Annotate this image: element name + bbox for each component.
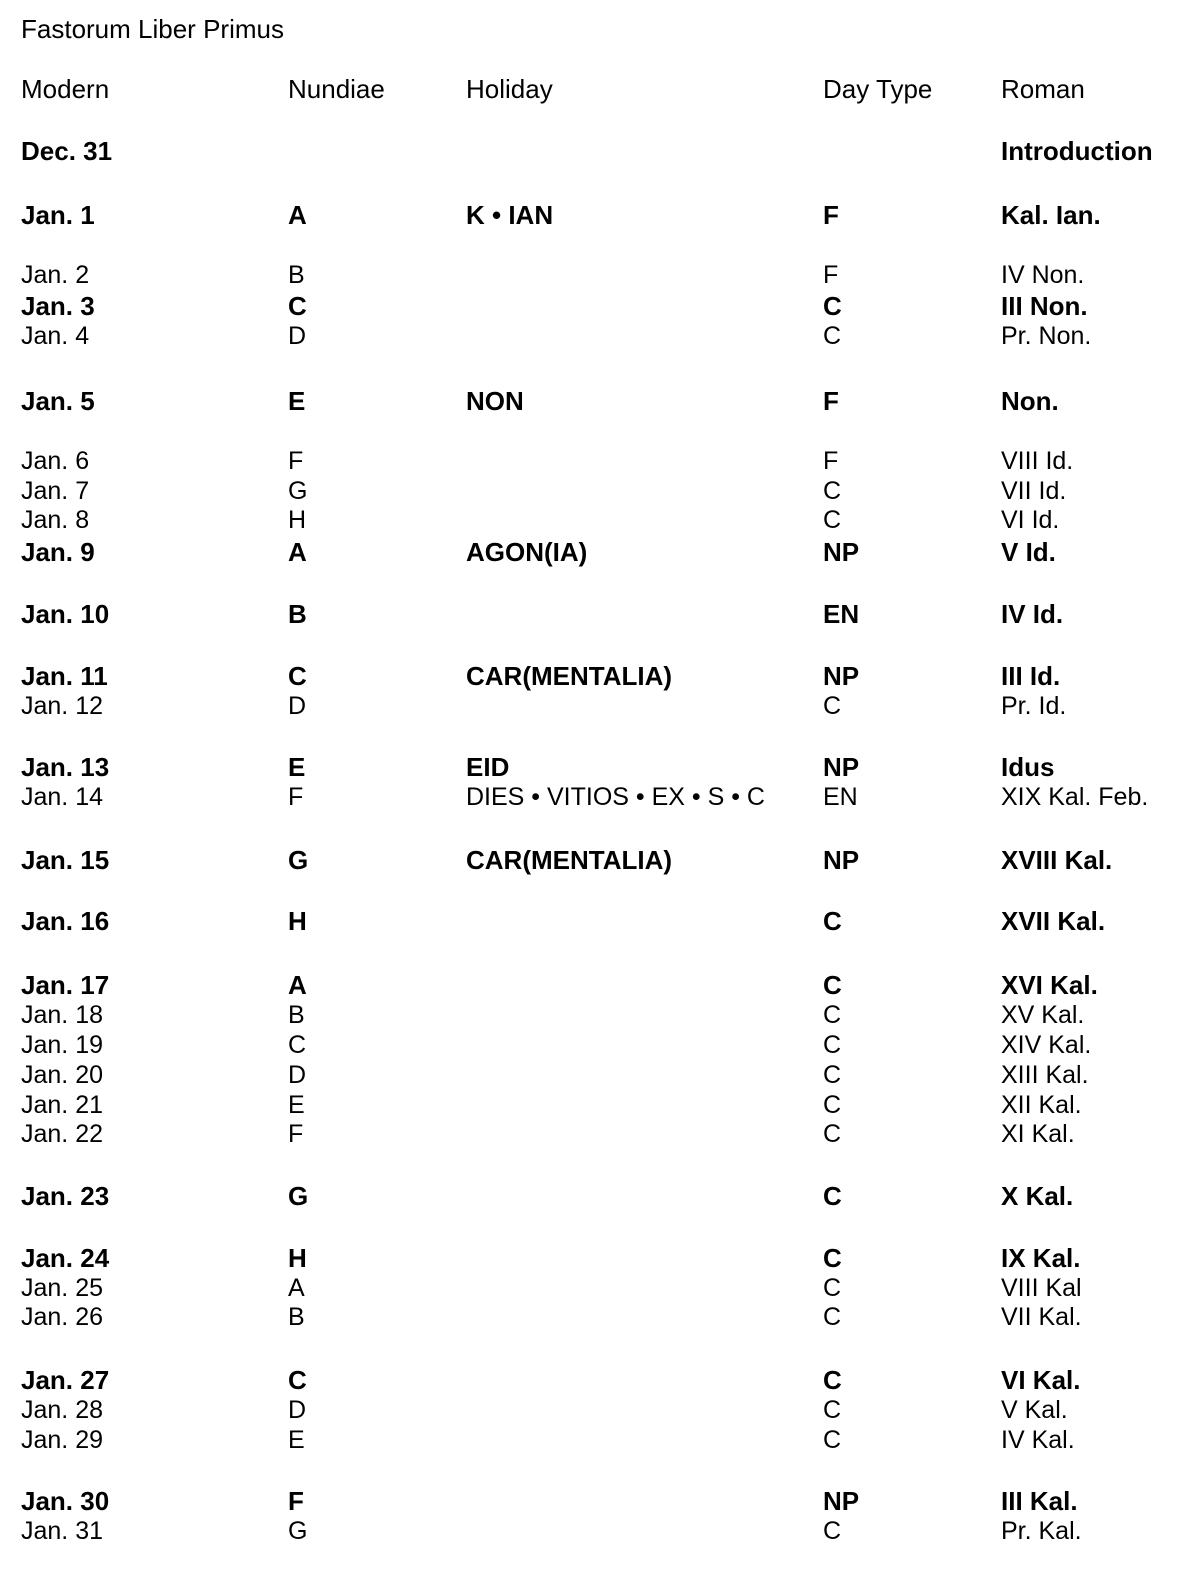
- header-day-type: Day Type: [823, 74, 933, 104]
- cell-day-type: F: [823, 447, 839, 475]
- cell-day-type: C: [823, 1031, 842, 1059]
- cell-nundiae: G: [288, 845, 309, 875]
- table-row: [0, 291, 1196, 321]
- cell-modern: Jan. 1: [21, 200, 95, 230]
- cell-modern: Jan. 19: [21, 1031, 104, 1059]
- table-row: [0, 200, 1196, 230]
- cell-nundiae: D: [288, 692, 307, 720]
- cell-nundiae: D: [288, 1061, 307, 1089]
- cell-day-type: C: [823, 1091, 842, 1119]
- cell-day-type: NP: [823, 752, 860, 782]
- cell-roman: XV Kal.: [1001, 1001, 1085, 1029]
- cell-roman: III Non.: [1001, 291, 1088, 321]
- cell-roman: III Id.: [1001, 661, 1061, 691]
- cell-nundiae: C: [288, 1031, 307, 1059]
- table-row: [0, 1060, 1196, 1090]
- column-headers: [0, 74, 1196, 104]
- cell-modern: Jan. 27: [21, 1365, 110, 1395]
- cell-modern: Jan. 11: [21, 661, 108, 691]
- cell-roman: IV Non.: [1001, 261, 1085, 289]
- cell-nundiae: F: [288, 447, 304, 475]
- cell-modern: Dec. 31: [21, 136, 113, 166]
- cell-nundiae: E: [288, 752, 306, 782]
- cell-nundiae: B: [288, 1001, 305, 1029]
- cell-nundiae: H: [288, 506, 307, 534]
- cell-nundiae: D: [288, 322, 307, 350]
- cell-modern: Jan. 14: [21, 783, 104, 811]
- page-title: Fastorum Liber Primus: [21, 14, 284, 44]
- cell-roman: VI Id.: [1001, 506, 1060, 534]
- cell-modern: Jan. 6: [21, 447, 90, 475]
- table-row: [0, 537, 1196, 567]
- cell-day-type: C: [823, 506, 842, 534]
- cell-day-type: C: [823, 970, 842, 1000]
- cell-roman: Non.: [1001, 386, 1059, 416]
- table-row: [0, 1030, 1196, 1060]
- cell-day-type: C: [823, 1426, 842, 1454]
- cell-modern: Jan. 4: [21, 322, 90, 350]
- cell-modern: Jan. 5: [21, 386, 95, 416]
- table-row: [0, 1516, 1196, 1546]
- cell-roman: X Kal.: [1001, 1181, 1074, 1211]
- table-row: [0, 691, 1196, 721]
- cell-day-type: C: [823, 1120, 842, 1148]
- cell-modern: Jan. 3: [21, 291, 95, 321]
- cell-day-type: C: [823, 1517, 842, 1545]
- cell-nundiae: E: [288, 1426, 305, 1454]
- cell-modern: Jan. 29: [21, 1426, 104, 1454]
- table-row: [0, 1302, 1196, 1332]
- cell-holiday: DIES • VITIOS • EX • S • C: [466, 783, 765, 811]
- cell-modern: Jan. 2: [21, 261, 90, 289]
- cell-nundiae: E: [288, 1091, 305, 1119]
- table-row: [0, 661, 1196, 691]
- cell-day-type: C: [823, 1365, 842, 1395]
- cell-modern: Jan. 31: [21, 1517, 104, 1545]
- table-row: [0, 321, 1196, 351]
- table-row: [0, 1365, 1196, 1395]
- header-modern: Modern: [21, 74, 110, 104]
- cell-roman: IX Kal.: [1001, 1243, 1081, 1273]
- cell-modern: Jan. 13: [21, 752, 110, 782]
- table-row: [0, 906, 1196, 936]
- cell-roman: XIV Kal.: [1001, 1031, 1092, 1059]
- cell-day-type: C: [823, 906, 842, 936]
- cell-roman: V Id.: [1001, 537, 1056, 567]
- cell-nundiae: A: [288, 537, 307, 567]
- cell-roman: V Kal.: [1001, 1396, 1068, 1424]
- cell-modern: Jan. 30: [21, 1486, 110, 1516]
- cell-day-type: C: [823, 1243, 842, 1273]
- cell-roman: Introduction: [1001, 136, 1153, 166]
- cell-modern: Jan. 24: [21, 1243, 110, 1273]
- cell-roman: VII Id.: [1001, 477, 1067, 505]
- cell-nundiae: G: [288, 1517, 308, 1545]
- table-row: [0, 1486, 1196, 1516]
- table-row: [0, 1395, 1196, 1425]
- cell-day-type: C: [823, 1303, 842, 1331]
- cell-roman: VIII Kal: [1001, 1274, 1082, 1302]
- cell-modern: Jan. 20: [21, 1061, 104, 1089]
- cell-roman: VII Kal.: [1001, 1303, 1082, 1331]
- cell-holiday: K • IAN: [466, 200, 554, 230]
- cell-roman: VI Kal.: [1001, 1365, 1081, 1395]
- cell-modern: Jan. 9: [21, 537, 95, 567]
- cell-nundiae: A: [288, 200, 307, 230]
- cell-modern: Jan. 7: [21, 477, 90, 505]
- header-roman: Roman: [1001, 74, 1085, 104]
- cell-day-type: F: [823, 200, 839, 230]
- cell-day-type: C: [823, 1061, 842, 1089]
- cell-day-type: EN: [823, 783, 858, 811]
- table-row: [0, 599, 1196, 629]
- cell-roman: Pr. Non.: [1001, 322, 1092, 350]
- cell-holiday: CAR(MENTALIA): [466, 661, 673, 691]
- cell-nundiae: D: [288, 1396, 307, 1424]
- cell-roman: XII Kal.: [1001, 1091, 1082, 1119]
- cell-roman: XVII Kal.: [1001, 906, 1106, 936]
- table-row: [0, 1119, 1196, 1149]
- cell-roman: Pr. Id.: [1001, 692, 1067, 720]
- cell-modern: Jan. 17: [21, 970, 110, 1000]
- table-row: [0, 970, 1196, 1000]
- cell-roman: VIII Id.: [1001, 447, 1074, 475]
- header-holiday: Holiday: [466, 74, 553, 104]
- cell-nundiae: H: [288, 1243, 307, 1273]
- cell-modern: Jan. 15: [21, 845, 110, 875]
- cell-nundiae: G: [288, 477, 308, 505]
- cell-modern: Jan. 10: [21, 599, 110, 629]
- cell-roman: IV Id.: [1001, 599, 1064, 629]
- cell-roman: Kal. Ian.: [1001, 200, 1101, 230]
- cell-nundiae: E: [288, 386, 306, 416]
- cell-holiday: EID: [466, 752, 510, 782]
- header-nundiae: Nundiae: [288, 74, 385, 104]
- cell-modern: Jan. 18: [21, 1001, 104, 1029]
- cell-roman: Idus: [1001, 752, 1055, 782]
- table-row: [0, 1000, 1196, 1030]
- cell-roman: III Kal.: [1001, 1486, 1078, 1516]
- cell-roman: IV Kal.: [1001, 1426, 1075, 1454]
- cell-modern: Jan. 28: [21, 1396, 104, 1424]
- cell-nundiae: C: [288, 661, 307, 691]
- table-row: [0, 845, 1196, 875]
- cell-day-type: C: [823, 322, 842, 350]
- cell-roman: Pr. Kal.: [1001, 1517, 1082, 1545]
- cell-roman: XIII Kal.: [1001, 1061, 1089, 1089]
- cell-day-type: NP: [823, 845, 860, 875]
- cell-holiday: NON: [466, 386, 524, 416]
- cell-day-type: C: [823, 1181, 842, 1211]
- cell-day-type: F: [823, 261, 839, 289]
- table-row: [0, 505, 1196, 535]
- cell-modern: Jan. 16: [21, 906, 110, 936]
- cell-day-type: C: [823, 1396, 842, 1424]
- cell-day-type: F: [823, 386, 839, 416]
- cell-day-type: C: [823, 692, 842, 720]
- cell-nundiae: G: [288, 1181, 309, 1211]
- cell-modern: Jan. 12: [21, 692, 104, 720]
- cell-roman: XI Kal.: [1001, 1120, 1075, 1148]
- cell-day-type: NP: [823, 1486, 860, 1516]
- cell-nundiae: C: [288, 1365, 307, 1395]
- cell-holiday: AGON(IA): [466, 537, 588, 567]
- table-row: [0, 1181, 1196, 1211]
- table-row: [0, 782, 1196, 812]
- cell-modern: Jan. 26: [21, 1303, 104, 1331]
- cell-day-type: C: [823, 1001, 842, 1029]
- cell-nundiae: B: [288, 599, 307, 629]
- table-row: [0, 136, 1196, 166]
- cell-day-type: EN: [823, 599, 860, 629]
- cell-modern: Jan. 21: [21, 1091, 104, 1119]
- table-row: [0, 1273, 1196, 1303]
- table-row: [0, 1243, 1196, 1273]
- cell-nundiae: F: [288, 1120, 304, 1148]
- cell-nundiae: F: [288, 1486, 304, 1516]
- cell-roman: XIX Kal. Feb.: [1001, 783, 1149, 811]
- table-row: [0, 476, 1196, 506]
- cell-nundiae: B: [288, 261, 305, 289]
- cell-day-type: NP: [823, 537, 860, 567]
- table-row: [0, 1090, 1196, 1120]
- cell-modern: Jan. 25: [21, 1274, 104, 1302]
- table-row: [0, 446, 1196, 476]
- cell-modern: Jan. 8: [21, 506, 90, 534]
- cell-day-type: C: [823, 291, 842, 321]
- table-row: [0, 260, 1196, 290]
- cell-modern: Jan. 22: [21, 1120, 104, 1148]
- table-row: [0, 1425, 1196, 1455]
- cell-nundiae: F: [288, 783, 304, 811]
- cell-day-type: C: [823, 1274, 842, 1302]
- cell-nundiae: B: [288, 1303, 305, 1331]
- cell-roman: XVIII Kal.: [1001, 845, 1113, 875]
- cell-nundiae: A: [288, 970, 307, 1000]
- cell-modern: Jan. 23: [21, 1181, 110, 1211]
- cell-nundiae: C: [288, 291, 307, 321]
- table-row: [0, 752, 1196, 782]
- cell-day-type: NP: [823, 661, 860, 691]
- cell-roman: XVI Kal.: [1001, 970, 1098, 1000]
- cell-holiday: CAR(MENTALIA): [466, 845, 673, 875]
- cell-day-type: C: [823, 477, 842, 505]
- cell-nundiae: H: [288, 906, 307, 936]
- cell-nundiae: A: [288, 1274, 305, 1302]
- table-row: [0, 386, 1196, 416]
